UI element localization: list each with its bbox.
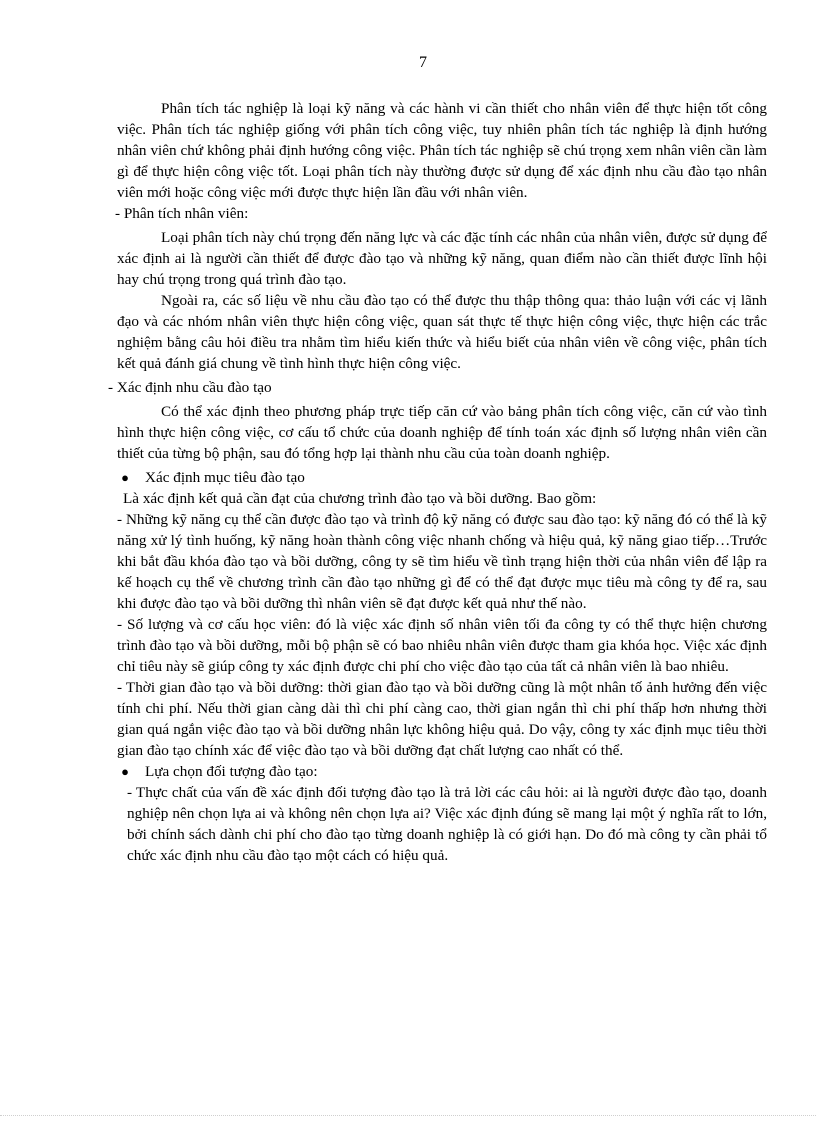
bullet-muc-tieu-label: Xác định mục tiêu đào tạo [145, 469, 305, 486]
page-bottom-border [0, 1115, 816, 1116]
paragraph-thu-thap-so-lieu: Ngoài ra, các số liệu về nhu cầu đào tạo có thể được thu thập thông qua: thảo luận với các vị lãnh đạo và các nhóm nhân viên thực hiện công việc, quan sát thực tế thực hiện công việc, thực hiện các trắc nghiệm bằng câu hỏi điều tra nhằm tìm hiểu kiến thức và hiểu biết của nhân viên về công việc, phân tích kết quả đánh giá chung về tình hình thực hiện công việc. [117, 292, 767, 372]
paragraph-ket-qua: Là xác định kết quả cần đạt của chương trình đào tạo và bồi dưỡng. Bao gồm: [123, 490, 597, 507]
paragraph-tac-nghiep: Phân tích tác nghiệp là loại kỹ năng và các hành vi cần thiết cho nhân viên để thực hiện tốt công việc. Phân tích tác nghiệp giống với phân tích công việc, tuy nhiên phân tích tác nghiệp là định hướng nhân viên chứ không phải định hướng công việc. Phân tích tác nghiệp sẽ chú trọng xem nhân viên cần làm gì để thực hiện công việc tốt. Loại phân tích này thường được sử dụng để xác định nhu cầu đào tạo nhân viên mới hoặc công việc mới được thực hiện lần đầu với nhân viên. [117, 100, 767, 201]
paragraph-thoi-gian: - Thời gian đào tạo và bồi dưỡng: thời gian đào tạo và bồi dưỡng cũng là một nhân tố ảnh hưởng đến việc tính chi phí. Nếu thời gian càng dài thì chi phí càng cao, thời gian ngắn thì chi phí thấp hơn nhưng thời gian quá ngắn việc đào tạo và bồi dưỡng nhân lực không hiệu quả. Do vậy, công ty xác định mục tiêu thời gian đào tạo chính xác để việc đào tạo và bồi dưỡng đạt chất lượng cao nhất có thể. [117, 679, 767, 759]
paragraph-ky-nang: - Những kỹ năng cụ thể cần được đào tạo và trình độ kỹ năng có được sau đào tạo: kỹ năng đó có thể là kỹ năng xử lý tình huống, kỹ năng hoàn thành công việc nhanh chống và hiệu quả, kỹ năng giao tiếp…Trước khi bắt đầu khóa đào tạo và bồi dưỡng, công ty sẽ tìm hiểu về tình trạng hiện thời của nhân viên để lập ra kế hoạch cụ thể về chương trình cần đào tạo những gì để có thể đạt được mục tiêu mà công ty để ra, sau khi được đào tạo và bồi dưỡng thì nhân viên sẽ đạt được kết quả như thế nào. [117, 511, 767, 612]
paragraph-xac-dinh-nhu-cau: Có thể xác định theo phương pháp trực tiếp căn cứ vào bảng phân tích công việc, căn cứ vào tình hình thực hiện công việc, cơ cấu tổ chức của doanh nghiệp để tính toán xác định số lượng nhân viên cần thiết của từng bộ phận, sau đó tổng hợp lại thành nhu cầu của toàn doanh nghiệp. [117, 403, 767, 462]
heading-xac-dinh-nhu-cau: - Xác định nhu cầu đào tạo [108, 379, 272, 396]
page-number: 7 [419, 54, 427, 71]
bullet-muc-tieu [117, 467, 767, 488]
bullet-icon: ● [121, 470, 129, 485]
bullet-doi-tuong [117, 761, 767, 782]
paragraph-so-luong: - Số lượng và cơ cấu học viên: đó là việc xác định số nhân viên tối đa công ty có thể thực hiện chương trình đào tạo và bồi dưỡng, mỗi bộ phận sẽ có bao nhiêu nhân viên được tham gia khóa học. Việc xác định chỉ tiêu này sẽ giúp công ty xác định được chi phí cho việc đào tạo của tất cả nhân viên là bao nhiêu. [117, 616, 767, 675]
bullet-icon: ● [121, 764, 129, 779]
document-body [108, 98, 767, 866]
bullet-doi-tuong-label: Lựa chọn đối tượng đào tạo: [145, 763, 318, 780]
heading-phan-tich-nhan-vien: - Phân tích nhân viên: [115, 205, 249, 222]
paragraph-doi-tuong: - Thực chất của vấn đề xác định đối tượng đào tạo là trả lời các câu hỏi: ai là người được đào tạo, doanh nghiệp nên chọn lựa ai và không nên chọn lựa ai? Việc xác định đúng sẽ mang lại một ý nghĩa rất to lớn, bởi chính sách dành chi phí cho đào tạo từng doanh nghiệp là có giới hạn. Do đó mà công ty cần phải tổ chức xác định nhu cầu đào tạo một cách có hiệu quả. [127, 784, 767, 864]
paragraph-phan-tich-nhan-vien: Loại phân tích này chú trọng đến năng lực và các đặc tính các nhân của nhân viên, được sử dụng để xác định ai là người cần thiết để được đào tạo và những kỹ năng, quan điểm nào cần thiết được lĩnh hội hay chú trọng trong quá trình đào tạo. [117, 229, 767, 288]
